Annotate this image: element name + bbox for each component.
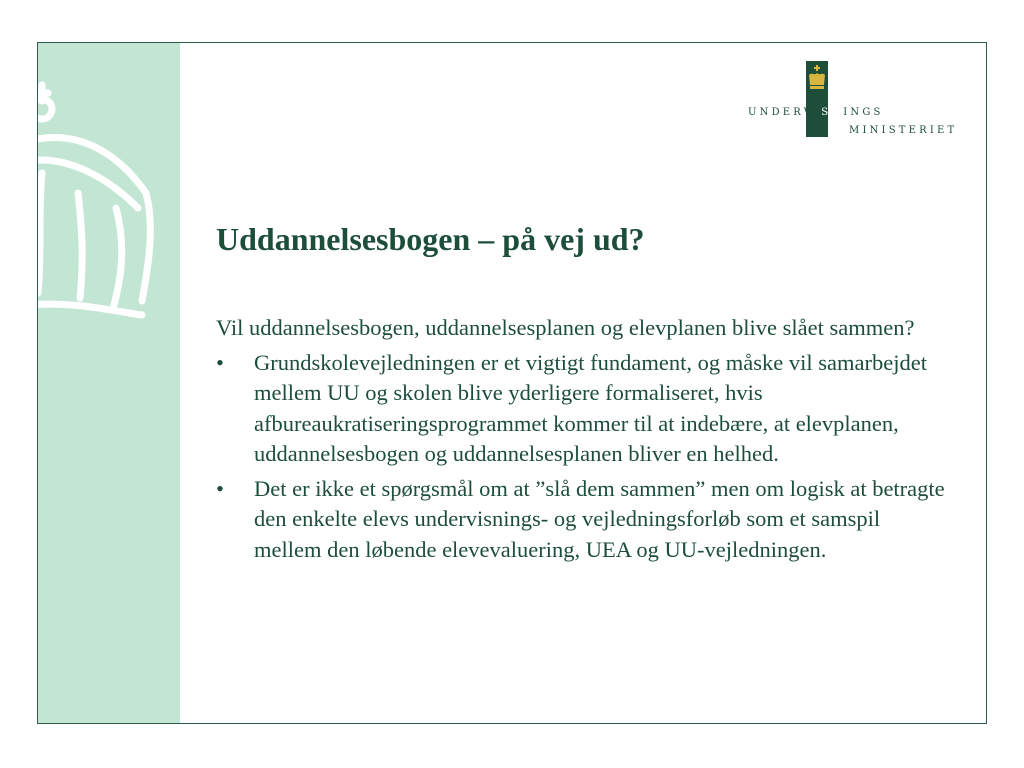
side-band — [38, 43, 180, 723]
slide-body — [216, 313, 946, 569]
crown-icon — [808, 65, 826, 91]
logo-bar — [806, 61, 828, 137]
logo-text-line2: MINISTERIET — [849, 125, 958, 136]
bullet-item — [216, 348, 946, 470]
logo-text-line1: UNDERVISNINGS — [748, 107, 884, 118]
bullet-text: Det er ikke et spørgsmål om at ”slå dem sammen” men om logisk at betragte den enkelte elevs undervisnings- og vejledningsforløb som et samspil mellem den løbende elevevaluering, UEA og UU-vejledningen. — [254, 475, 945, 562]
ministry-logo — [748, 61, 978, 141]
slide — [37, 42, 987, 724]
bullet-text: Grundskolevejledningen er et vigtigt fundament, og måske vil samarbejdet mellem UU og skolen blive yderligere formaliseret, hvis afbureaukratiseringsprogrammet kommer til at indebære, at elevplanen, uddannelsesbogen og uddannelsesplanen bliver en helhed. — [254, 349, 927, 466]
intro-paragraph: Vil uddannelsesbogen, uddannelsesplanen og elevplanen blive slået sammen? — [216, 315, 915, 340]
bullet-list — [216, 348, 946, 566]
crown-watermark-icon — [38, 43, 180, 723]
slide-title: Uddannelsesbogen – på vej ud? — [216, 221, 645, 257]
bullet-marker: • — [216, 475, 224, 501]
bullet-item — [216, 474, 946, 566]
bullet-marker: • — [216, 349, 224, 375]
